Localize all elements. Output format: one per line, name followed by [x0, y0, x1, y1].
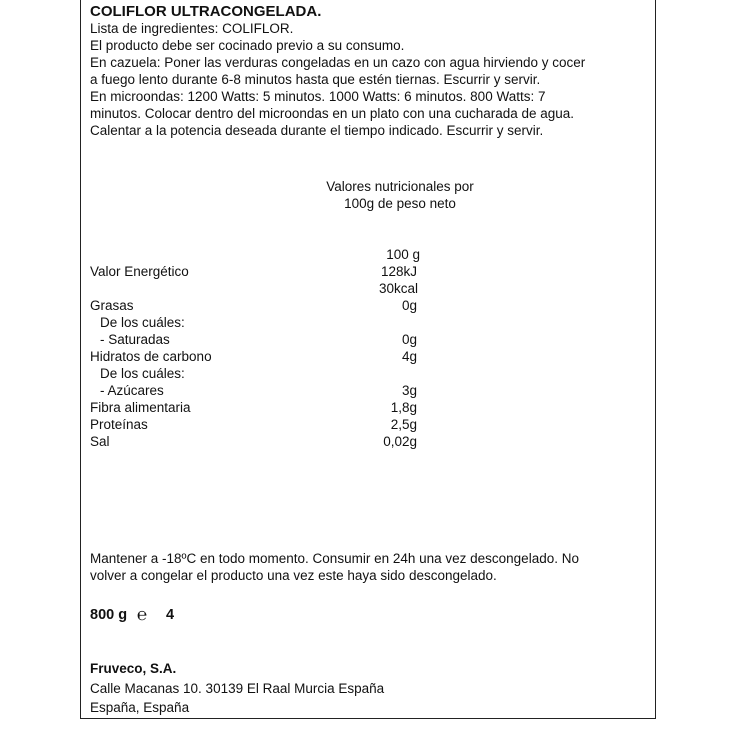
instructions-line: minutos. Colocar dentro del microondas en un plato con una cucharada de agua.: [90, 106, 575, 121]
product-title: COLIFLOR ULTRACONGELADA.: [90, 3, 322, 20]
nutrition-column-header: 100 g: [386, 247, 420, 262]
nutrition-value: 30kcal: [378, 281, 418, 296]
nutrition-value: 0,02g: [383, 434, 417, 449]
instructions-line: Calentar a la potencia deseada durante el tiempo indicado. Escurrir y servir.: [90, 123, 544, 138]
instructions-line: En microondas: 1200 Watts: 5 minutos. 1000 Watts: 6 minutos. 800 Watts: 7: [90, 89, 546, 104]
nutrition-label: - Azúcares: [100, 383, 164, 398]
nutrition-label: - Saturadas: [100, 332, 170, 347]
instructions-line: El producto debe ser cocinado previo a su consumo.: [90, 38, 405, 53]
company-country: España, España: [90, 700, 190, 715]
nutrition-label: Sal: [90, 434, 110, 449]
nutrition-label: Grasas: [90, 298, 134, 313]
nutrition-label: Proteínas: [90, 417, 148, 432]
nutrition-heading: Valores nutricionales por: [326, 179, 474, 194]
nutrition-value: 3g: [401, 383, 417, 398]
nutrition-label: De los cuáles:: [100, 315, 185, 330]
nutrition-label: Fibra alimentaria: [90, 400, 191, 415]
nutrition-label: Hidratos de carbono: [90, 349, 212, 364]
nutrition-value: 0g: [401, 298, 417, 313]
net-weight: 800 g: [90, 607, 128, 623]
company-address: Calle Macanas 10. 30139 El Raal Murcia España: [90, 681, 385, 696]
instructions-line: a fuego lento durante 6-8 minutos hasta que estén tiernas. Escurrir y servir.: [90, 72, 541, 87]
nutrition-label: De los cuáles:: [100, 366, 185, 381]
instructions-line: En cazuela: Poner las verduras congeladas en un cazo con agua hirviendo y cocer: [90, 55, 586, 70]
nutrition-value: 4g: [401, 349, 417, 364]
storage-line: volver a congelar el producto una vez este haya sido descongelado.: [90, 568, 497, 583]
company-name: Fruveco, S.A.: [90, 661, 177, 676]
nutrition-value: 0g: [401, 332, 417, 347]
nutrition-value: 1,8g: [390, 400, 417, 415]
nutrition-label: Valor Energético: [90, 264, 189, 279]
portions-count: 4: [166, 607, 175, 623]
storage-line: Mantener a -18ºC en todo momento. Consumir en 24h una vez descongelado. No: [90, 551, 579, 566]
nutrition-heading-sub: 100g de peso neto: [344, 196, 456, 211]
nutrition-value: 128kJ: [380, 264, 417, 279]
nutrition-value: 2,5g: [390, 417, 417, 432]
ingredients-line: Lista de ingredientes: COLIFLOR.: [90, 21, 294, 36]
estimated-sign-icon: ℮: [137, 605, 148, 624]
